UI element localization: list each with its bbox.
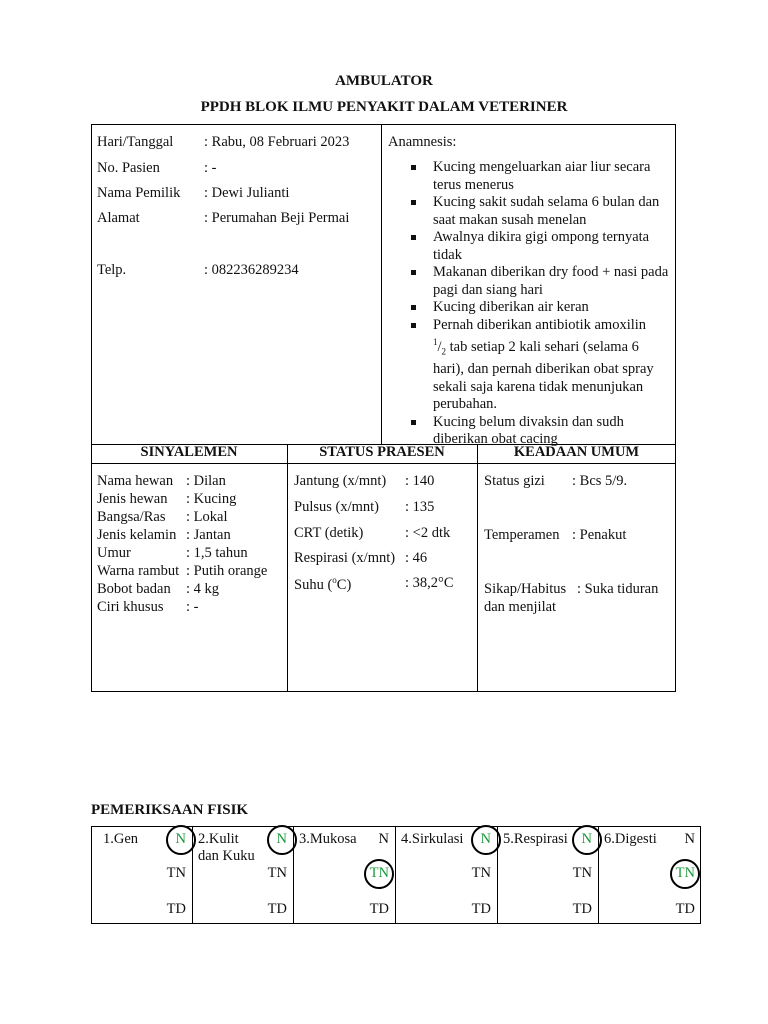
exam-mark-n[interactable]: N [581,831,592,847]
weight-value: : 4 kg [186,581,220,597]
exam-cell [293,826,395,924]
nutrition-label: Status gizi [484,473,545,489]
coat-color-value: : Putih orange [186,563,268,579]
temperament-label: Temperamen [484,527,560,543]
bullet-icon [411,323,416,328]
form-subtitle: PPDH BLOK ILMU PENYAKIT DALAM VETERINER [200,99,568,115]
special-marks-label: Ciri khusus [97,599,164,615]
special-marks-value: : - [186,599,199,615]
pulse-label: Pulsus (x/mnt) [294,499,379,515]
breed-value: : Lokal [186,509,228,525]
exam-mark-n[interactable]: N [480,831,491,847]
bullet-icon [411,420,416,425]
exam-title: PEMERIKSAAN FISIK [91,802,249,818]
list-item: Kucing diberikan air keran [388,299,673,317]
list-item: Makanan diberikan dry food + nasi pada pagi dan siang hari [388,264,673,299]
respiration-value: : 46 [405,550,428,566]
bullet-icon [411,200,416,205]
heart-rate-label: Jantung (x/mnt) [294,473,387,489]
heart-rate-value: : 140 [405,473,435,489]
exam-mark-tn[interactable]: TN [572,865,592,881]
sex-label: Jenis kelamin [97,527,177,543]
exam-cell [395,826,497,924]
fraction-denominator: 2 [441,346,447,357]
owner-label: Nama Pemilik [97,185,181,201]
age-label: Umur [97,545,131,561]
exam-mark-n[interactable]: N [276,831,287,847]
exam-mark-td[interactable]: TD [166,901,186,917]
exam-category-label-cont: dan Kuku [198,848,255,864]
bullet-icon [411,305,416,310]
form-title: AMBULATOR [335,73,433,89]
exam-category-label: 6.Digesti [604,831,657,847]
patient-no-label: No. Pasien [97,160,160,176]
selection-circle-icon [267,825,297,855]
phone-label: Telp. [97,262,127,278]
bullet-icon [411,165,416,170]
list-item: Kucing belum divaksin dan sudh diberikan obat cacing [388,414,673,449]
patient-no-value: : - [204,160,217,176]
exam-cell [497,826,598,924]
divider [477,444,478,692]
list-item: Awalnya dikira gigi ompong ternyata tidak [388,229,673,264]
exam-category-label: 1.Gen [103,831,139,847]
exam-mark-td[interactable]: TD [572,901,592,917]
nutrition-value: : Bcs 5/9. [572,473,628,489]
list-item: Pernah diberikan antibiotik amoxilin $^1/_2$ tab setiap 2 kali sehari (selama 6 hari), dan pernah diberikan obat spray sekali saja karena tidak menunjukan perubahan. [388,317,673,414]
bullet-icon [411,235,416,240]
exam-mark-td[interactable]: TD [369,901,389,917]
species-value: : Kucing [186,491,237,507]
exam-category-label: 5.Respirasi [503,831,568,847]
exam-mark-td[interactable]: TD [675,901,695,917]
temperature-label: Suhu ($^o$C) [294,575,352,593]
habitus-value: : Suka tiduran [577,581,659,597]
exam-cell [598,826,701,924]
exam-cell [91,826,192,924]
date-label: Hari/Tanggal [97,134,174,150]
pulse-value: : 135 [405,499,435,515]
status-praesen-heading: STATUS PRAESEN [319,444,445,460]
sex-value: : Jantan [186,527,231,543]
phone-value: : 082236289234 [204,262,299,278]
exam-mark-td[interactable]: TD [471,901,491,917]
exam-mark-tn[interactable]: TN [675,865,695,881]
habitus-value-cont: dan menjilat [484,599,557,615]
divider [381,124,382,445]
respiration-label: Respirasi (x/mnt) [294,550,396,566]
selection-circle-icon [670,859,700,889]
exam-mark-td[interactable]: TD [267,901,287,917]
owner-value: : Dewi Julianti [204,185,290,201]
bullet-icon [411,270,416,275]
selection-circle-icon [166,825,196,855]
breed-label: Bangsa/Ras [97,509,166,525]
address-label: Alamat [97,210,140,226]
anamnesis-label: Anamnesis: [388,134,457,150]
pet-name-label: Nama hewan [97,473,174,489]
exam-mark-n[interactable]: N [175,831,186,847]
sinyalemen-heading: SINYALEMEN [140,444,238,460]
exam-mark-n[interactable]: N [684,831,695,847]
exam-mark-tn[interactable]: TN [267,865,287,881]
crt-label: CRT (detik) [294,525,364,541]
exam-category-label: 2.Kulit [198,831,239,847]
address-value: : Perumahan Beji Permai [204,210,350,226]
coat-color-label: Warna rambut [97,563,180,579]
weight-label: Bobot badan [97,581,171,597]
selection-circle-icon [572,825,602,855]
exam-mark-n[interactable]: N [378,831,389,847]
list-item: Kucing mengeluarkan aiar liur secara terus menerus [388,159,673,194]
divider [287,444,288,692]
list-item: Kucing sakit sudah selama 6 bulan dan saat makan susah menelan [388,194,673,229]
keadaan-umum-heading: KEADAAN UMUM [513,444,640,460]
selection-circle-icon [471,825,501,855]
anamnesis-list [388,159,673,449]
date-value: : Rabu, 08 Februari 2023 [204,134,350,150]
exam-category-label: 3.Mukosa [299,831,357,847]
temperament-value: : Penakut [572,527,627,543]
exam-mark-tn[interactable]: TN [471,865,491,881]
exam-category-label: 4.Sirkulasi [401,831,464,847]
habitus-label: Sikap/Habitus [484,581,567,597]
selection-circle-icon [364,859,394,889]
temperature-value: : 38,2°C [405,575,454,591]
exam-cell [192,826,293,924]
fraction-numerator: 1 [433,337,438,347]
divider [91,463,676,464]
crt-value: : <2 dtk [405,525,451,541]
pet-name-value: : Dilan [186,473,226,489]
exam-mark-tn[interactable]: TN [166,865,186,881]
age-value: : 1,5 tahun [186,545,248,561]
species-label: Jenis hewan [97,491,168,507]
exam-mark-tn[interactable]: TN [369,865,389,881]
